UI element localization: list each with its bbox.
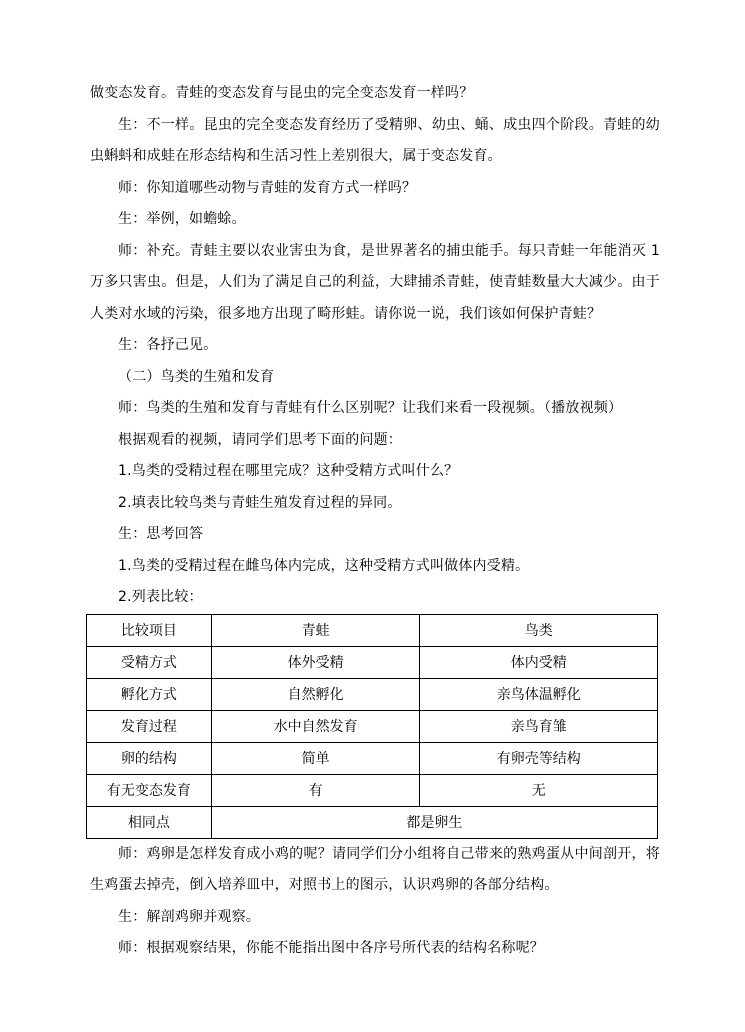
- paragraph: （二）鸟类的生殖和发育: [118, 368, 275, 385]
- document-body: [90, 78, 660, 965]
- table-row: [87, 646, 658, 678]
- paragraph: 1.鸟类的受精过程在哪里完成？这种受精方式叫什么？: [118, 463, 459, 479]
- paragraph-group-top: [90, 78, 660, 614]
- paragraph: 根据观看的视频，请同学们思考下面的问题：: [118, 431, 402, 448]
- table-cell: 自然孵化: [211, 678, 420, 710]
- paragraph: 师：鸟类的生殖和发育与青蛙有什么区别呢？让我们来看一段视频。（播放视频）: [118, 400, 623, 416]
- table-header-cell: 青蛙: [211, 614, 420, 646]
- paragraph: 生：举例，如蟾蜍。: [118, 211, 246, 227]
- table-row-common: [87, 806, 658, 838]
- paragraph: 生：思考回答: [118, 526, 204, 542]
- table-row: [87, 710, 658, 742]
- paragraph: 1.鸟类的受精过程在雌鸟体内完成，这种受精方式叫做体内受精。: [118, 557, 530, 574]
- table-cell: 体外受精: [211, 646, 420, 678]
- table-cell: 孵化方式: [87, 678, 212, 710]
- table-cell: 体内受精: [420, 646, 658, 678]
- table-cell: 简单: [211, 742, 420, 774]
- table-header-cell: 鸟类: [420, 614, 658, 646]
- table-cell: 受精方式: [87, 646, 212, 678]
- table-cell: 亲鸟体温孵化: [420, 678, 658, 710]
- paragraph: 生：解剖鸡卵并观察。: [118, 908, 260, 925]
- paragraph: 师：你知道哪些动物与青蛙的发育方式一样吗？: [118, 179, 417, 196]
- table-row: [87, 774, 658, 806]
- table-cell: 有无变态发育: [87, 774, 212, 806]
- paragraph: 生：各抒己见。: [118, 337, 218, 353]
- table-cell: 亲鸟育雏: [420, 710, 658, 742]
- paragraph-group-bottom: [90, 839, 660, 965]
- table-cell: 水中自然发育: [211, 710, 420, 742]
- paragraph: 师：补充。青蛙主要以农业害虫为食，是世界著名的捕虫能手。每只青蛙一年能消灭 1 万多只害虫。但是，人们为了满足自己的利益，大肆捕杀青蛙，使青蛙数量大大减少。由于人类对水域的污染，很多地方出现了畸形蛙。请你说一说，我们该如何保护青蛙？: [90, 242, 660, 322]
- paragraph: 2.填表比较鸟类与青蛙生殖发育过程的异同。: [118, 494, 402, 511]
- table-cell: 有卵壳等结构: [420, 742, 658, 774]
- paragraph: 做变态发育。青蛙的变态发育与昆虫的完全变态发育一样吗？: [90, 85, 474, 101]
- table-cell: 卵的结构: [87, 742, 212, 774]
- paragraph: 生：不一样。昆虫的完全变态发育经历了受精卵、幼虫、蛹、成虫四个阶段。青蛙的幼虫蝌蚪和成蛙在形态结构和生活习性上差别很大，属于变态发育。: [90, 116, 660, 164]
- table-header-row: [87, 614, 658, 646]
- paragraph: 师：根据观察结果，你能不能指出图中各序号所代表的结构名称呢？: [118, 940, 544, 956]
- table-cell: 无: [420, 774, 658, 806]
- paragraph: 2.列表比较：: [118, 589, 203, 605]
- table-row: [87, 742, 658, 774]
- paragraph: 师：鸡卵是怎样发育成小鸡的呢？请同学们分小组将自己带来的熟鸡蛋从中间剖开，将生鸡蛋去掉壳，倒入培养皿中，对照书上的图示，认识鸡卵的各部分结构。: [90, 845, 660, 893]
- comparison-table: [86, 614, 658, 839]
- table-cell: 发育过程: [87, 710, 212, 742]
- comparison-table-body: [87, 614, 658, 838]
- table-row: [87, 678, 658, 710]
- table-cell-common-value: 都是卵生: [211, 806, 657, 838]
- table-cell: 有: [211, 774, 420, 806]
- table-header-cell: 比较项目: [87, 614, 212, 646]
- table-cell-common-label: 相同点: [87, 806, 212, 838]
